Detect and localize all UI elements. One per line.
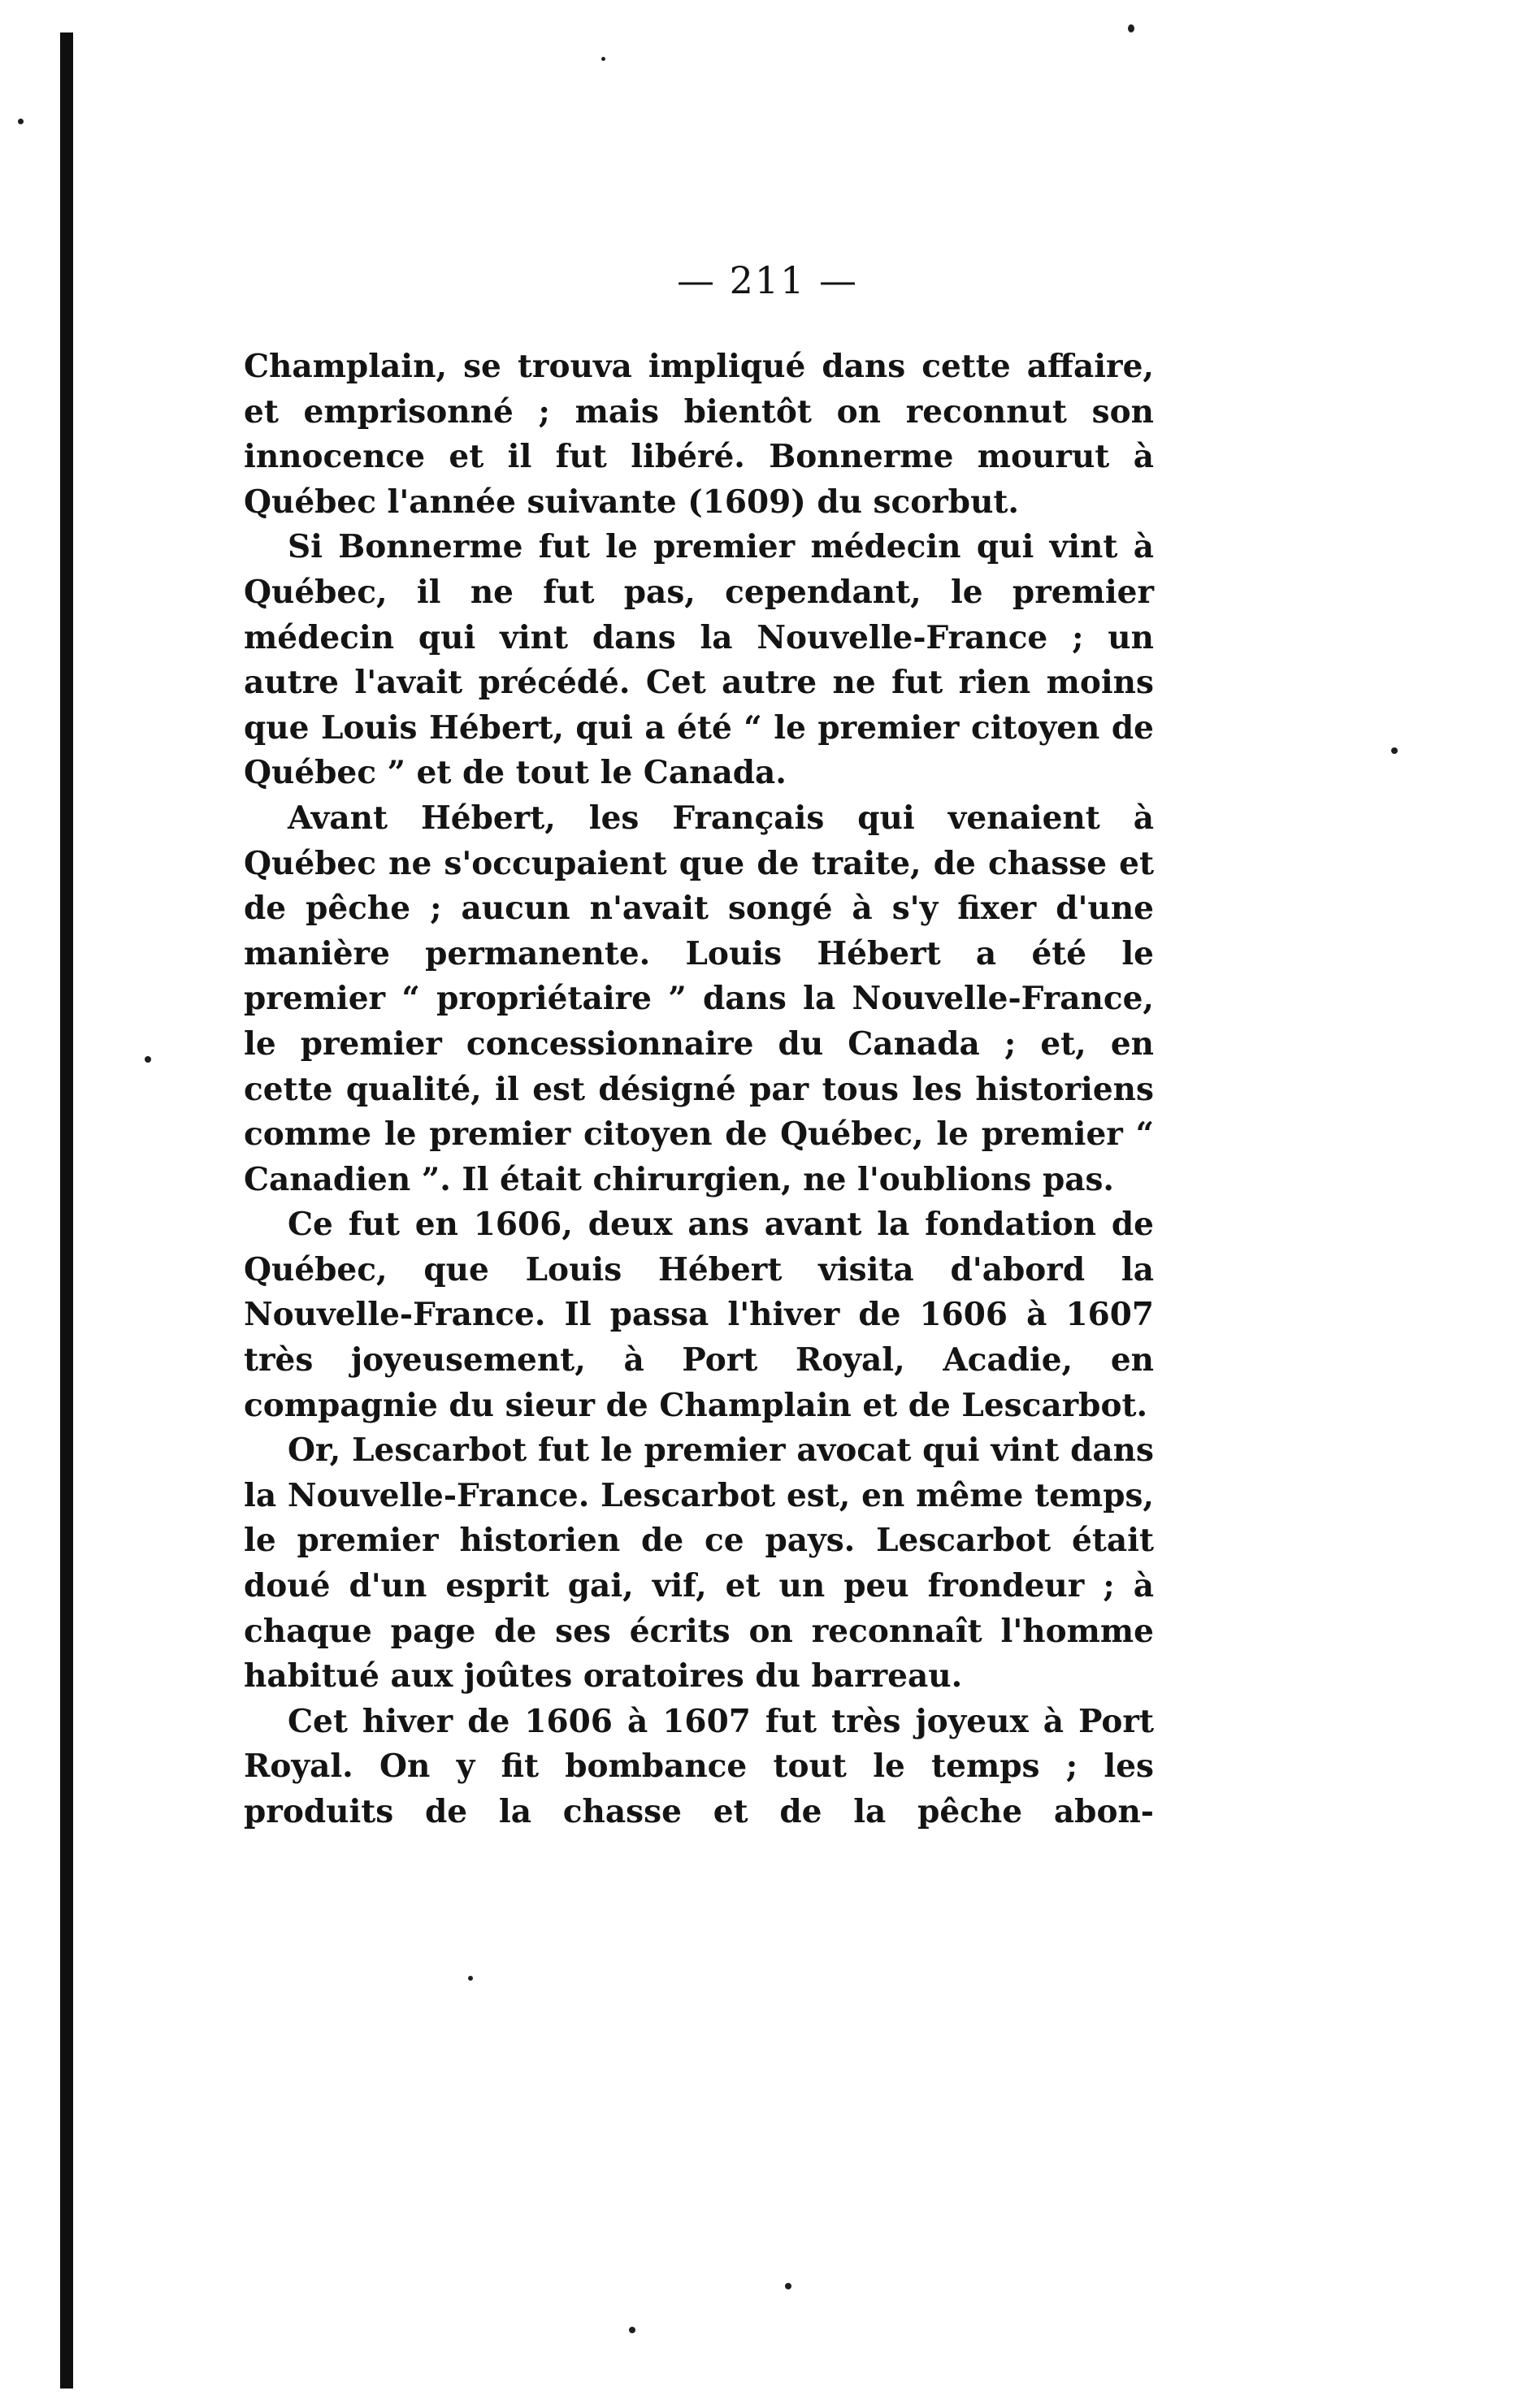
paragraph: Avant Hébert, les Français qui venaient à Québec ne s'occupaient que de traite, de chasse et de pêche ; aucun n'avait songé à s'y fixer d'une manière permanente. Louis Hébert a été le premier “ propriétaire ” dans la Nouvelle-France, le premier concessionnaire du Canada ; et, en cette qualité, il est désigné par tous les historiens comme le premier citoyen de Québec, le premier “ Canadien ”. Il était chirurgien, ne l'oublions pas.: [244, 799, 1154, 1198]
scan-speck: [18, 119, 24, 124]
paragraph: Champlain, se trouva impliqué dans cette affaire, et emprisonné ; mais bientôt on reconnut son innocence et il fut libéré. Bonnerme mourut à Québec l'année suivante (1609) du scorbut.: [244, 348, 1154, 521]
paragraph: Cet hiver de 1606 à 1607 fut très joyeux à Port Royal. On y fit bombance tout le temps ; les produits de la chasse et de la pêche abon-: [244, 1702, 1154, 1830]
scan-speck: [629, 2327, 635, 2333]
scan-speck: [1128, 24, 1134, 32]
scan-binding-edge: [60, 32, 73, 2389]
scan-speck: [1391, 747, 1398, 754]
page-number: — 211 —: [676, 258, 859, 302]
scan-speck: [601, 57, 605, 61]
scan-speck: [468, 1976, 473, 1981]
paragraph: Ce fut en 1606, deux ans avant la fondation de Québec, que Louis Hébert visita d'abord la Nouvelle-France. Il passa l'hiver de 1606 à 1607 très joyeusement, à Port Royal, Acadie, en compagnie du sieur de Champlain et de Lescarbot.: [244, 1206, 1154, 1424]
scan-speck: [785, 2283, 791, 2289]
scan-speck: [145, 1056, 151, 1063]
paragraph: Si Bonnerme fut le premier médecin qui vint à Québec, il ne fut pas, cependant, le premier médecin qui vint dans la Nouvelle-France ; un autre l'avait précédé. Cet autre ne fut rien moins que Louis Hébert, qui a été “ le premier citoyen de Québec ” et de tout le Canada.: [244, 528, 1154, 792]
paragraph: Or, Lescarbot fut le premier avocat qui vint dans la Nouvelle-France. Lescarbot est, en même temps, le premier historien de ce pays. Lescarbot était doué d'un esprit gai, vif, et un peu frondeur ; à chaque page de ses écrits on reconnaît l'homme habitué aux joûtes oratoires du barreau.: [244, 1431, 1154, 1696]
body-text: [244, 344, 1154, 1835]
